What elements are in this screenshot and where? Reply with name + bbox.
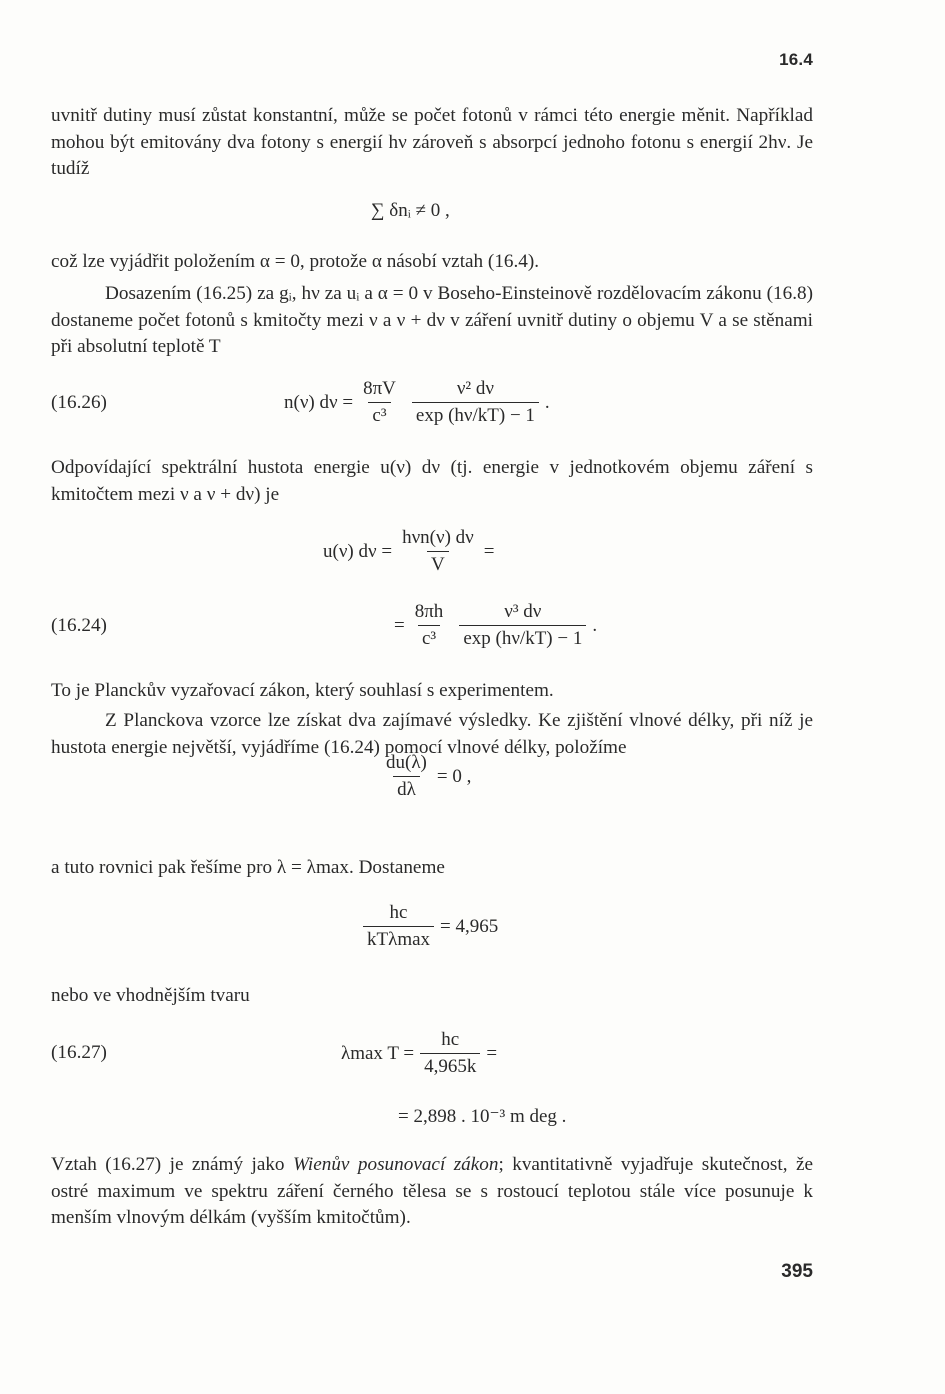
eq1624-f2-num: ν³ dν: [504, 601, 542, 622]
paragraph-9: [51, 1152, 813, 1232]
paragraph-7: a tuto rovnici pak řešíme pro λ = λmax. Dostaneme: [51, 857, 445, 878]
paragraph-5: To je Planckův vyzařovací zákon, který souhlasí s experimentem.: [51, 680, 554, 701]
eq1624-fraction-2: [459, 601, 586, 650]
eq1624-line2-eq: =: [394, 614, 405, 636]
deriv-num: du(λ): [386, 752, 427, 773]
eq1624-f2-den: exp (hν/kT) − 1: [459, 625, 586, 650]
equation-number-16-27: (16.27): [51, 1042, 107, 1063]
equation-16-24-line1: [323, 527, 494, 576]
wien-rhs: = 4,965: [440, 915, 499, 937]
eq1624-f0-num: hνn(ν) dν: [402, 527, 474, 548]
wien-fraction: [363, 902, 434, 951]
paragraph-4: Odpovídající spektrální hustota energie u(ν) dν (tj. energie v jednotkovém objemu záření s kmitočtem mezi ν a ν + dν) je: [51, 457, 813, 505]
eq1624-eq-sign: =: [483, 540, 495, 562]
eq1626-fraction-2: [412, 378, 539, 427]
equation-number-16-26: (16.26): [51, 392, 107, 413]
equation-16-27-line2: = 2,898 . 10⁻³ m deg .: [398, 1106, 567, 1127]
paragraph-9-b: ; kvantitativně vyjadřuje skutečnost, že ostré maximum ve spektru záření černého tělesa se s rostoucí teplotou stále více posunuje k menším vlnovým délkám (vyšším kmitočtům).: [51, 1154, 813, 1228]
eq1624-lhs: u(ν) dν =: [323, 540, 393, 562]
paragraph-6: Z Planckova vzorce lze získat dva zajímavé výsledky. Ke zjištění vlnové délky, při níž je hustota energie největší, vyjádříme (16.24) pomocí vlnové délky, položíme: [51, 710, 813, 758]
equation-16-26: [284, 378, 550, 427]
eq1626-f1-num: 8πV: [363, 378, 396, 399]
paragraph-8: nebo ve vhodnějším tvaru: [51, 985, 250, 1006]
eq1626-f2-num: ν² dν: [456, 378, 494, 399]
deriv-den: dλ: [393, 776, 420, 801]
paragraph-2: což lze vyjádřit položením α = 0, protože α násobí vztah (16.4).: [51, 251, 540, 272]
eq1627-lhs: λmax T =: [341, 1042, 415, 1064]
deriv-fraction: [382, 752, 431, 801]
paragraph-3: Dosazením (16.25) za gᵢ, hν za uᵢ a α = 0 v Boseho-Einsteinově rozdělovacím zákonu (16.8) dostaneme počet fotonů s kmitočty mezi ν a ν + dν v záření uvnitř dutiny o objemu V a se stěnami při absolutní teplotě T: [51, 283, 813, 357]
wien-law-term: Wienův posunovací zákon: [292, 1154, 499, 1175]
eq1627-den: 4,965k: [420, 1053, 480, 1078]
eq1626-f2-den: exp (hν/kT) − 1: [412, 402, 539, 427]
equation-16-27-line1: [341, 1029, 497, 1078]
eq1627-fraction: [420, 1029, 480, 1078]
eq1624-f1-num: 8πh: [414, 601, 444, 622]
eq1626-lhs: n(ν) dν =: [284, 391, 354, 413]
equation-16-24-line2: [394, 601, 597, 650]
eq1624-fraction-1: [411, 601, 448, 650]
equation-sum: ∑ δnᵢ ≠ 0 ,: [371, 200, 450, 221]
eq1626-fraction-1: [359, 378, 400, 427]
deriv-rhs: = 0 ,: [436, 765, 472, 787]
page-number: 395: [781, 1261, 813, 1282]
equation-derivative: [376, 752, 471, 801]
eq1624-f1-den: c³: [418, 625, 440, 650]
eq1626-tail: .: [544, 391, 550, 413]
section-header: 16.4: [779, 50, 813, 69]
eq1627-rhs: =: [486, 1042, 498, 1064]
eq1627-num: hc: [441, 1029, 460, 1050]
wien-num: hc: [389, 902, 408, 923]
paragraph-1: uvnitř dutiny musí zůstat konstantní, může se počet fotonů v rámci této energie měnit. Například mohou být emitovány dva fotony s energií hν zároveň s absorpcí jednoho fotonu s energií 2hν. Je tudíž: [51, 105, 813, 179]
eq1624-fraction-0: [398, 527, 478, 576]
equation-wien-constant: [357, 902, 498, 951]
eq1626-f1-den: c³: [368, 402, 390, 427]
equation-number-16-24: (16.24): [51, 615, 107, 636]
paragraph-9-a: Vztah (16.27) je známý jako: [51, 1154, 293, 1175]
eq1624-tail: .: [592, 614, 598, 636]
eq1624-f0-den: V: [427, 551, 449, 576]
wien-den: kTλmax: [363, 926, 434, 951]
